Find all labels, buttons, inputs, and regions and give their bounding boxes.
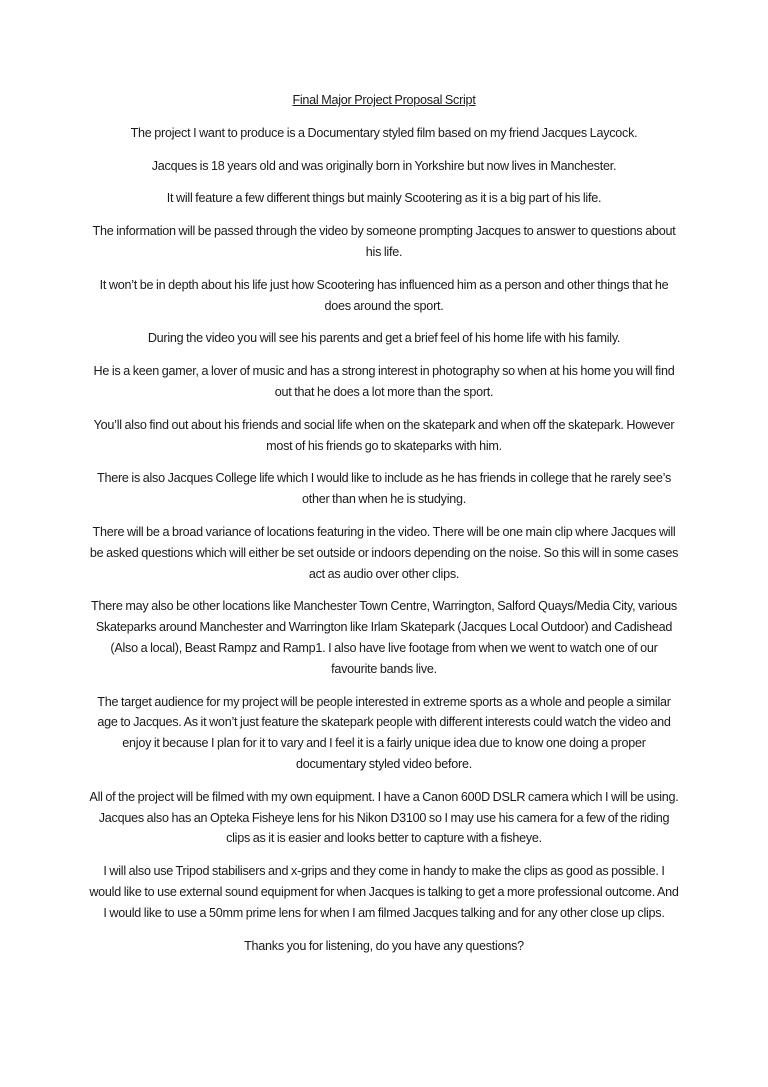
paragraph-subject-background: Jacques is 18 years old and was originally born in Yorkshire but now lives in Manchester.: [151, 158, 617, 173]
paragraph-other-locations: There may also be other locations like Manchester Town Centre, Warrington, Salford Quays/Media City, various Skateparks around Manchester and Warrington like Irlam Skatepark (Jacques Local Outdoor) and Cadishead (Also a local), Beast Rampz and Ramp1. I also have live footage from when we went to watch one of our favourite bands live.: [91, 599, 677, 676]
paragraph-interview-format: The information will be passed through the video by someone prompting Jacques to answer to questions about his life.: [92, 224, 676, 259]
paragraph-social-life: You’ll also find out about his friends and social life when on the skatepark and when off the skatepark. However most of his friends go to skateparks with him.: [93, 417, 675, 453]
paragraph-main-location: There will be a broad variance of locations featuring in the video. There will be one main clip where Jacques will be asked questions which will either be set outside or indoors depending on the noise. So this will in some cases act as audio over other clips.: [89, 524, 679, 581]
paragraph-project-intro: The project I want to produce is a Documentary styled film based on my friend Jacques Laycock.: [130, 125, 638, 140]
paragraph-main-feature: It will feature a few different things but mainly Scootering as it is a big part of his life.: [166, 191, 602, 206]
paragraph-target-audience: The target audience for my project will be people interested in extreme sports as a whole and people a similar age to Jacques. As it won’t just feature the skatepark people with different interests could watch the video and enjoy it because I plan for it to vary and I feel it is a fairly unique idea due to know one doing a proper documentary styled video before.: [97, 694, 671, 771]
paragraph-extra-equipment: I will also use Tripod stabilisers and x-grips and they come in handy to make the clips as good as possible. I would like to use external sound equipment for when Jacques is talking to get a more professional outcome. And I would like to use a 50mm prime lens for when I am filmed Jacques talking and for any other close up clips.: [89, 864, 679, 920]
paragraph-family-life: During the video you will see his parents and get a brief feel of his home life with his family.: [147, 331, 621, 346]
paragraph-closing: Thanks you for listening, do you have any questions?: [244, 938, 524, 953]
paragraph-hobbies: He is a keen gamer, a lover of music and has a strong interest in photography so when at his home you will find out that he does a lot more than the sport.: [93, 364, 675, 399]
document-body: [88, 90, 680, 968]
paragraph-scootering-influence: It won’t be in depth about his life just how Scootering has influenced him as a person and other things that he does around the sport.: [99, 277, 669, 313]
paragraph-college-life: There is also Jacques College life which I would like to include as he has friends in college that he rarely see’s other than when he is studying.: [97, 471, 671, 507]
document-title: Final Major Project Proposal Script: [292, 93, 476, 107]
paragraph-equipment: All of the project will be filmed with my own equipment. I have a Canon 600D DSLR camera which I will be using. Jacques also has an Opteka Fisheye lens for his Nikon D3100 so I may use his camera for a few of the riding clips as it is easier and looks better to capture with a fisheye.: [89, 789, 679, 846]
